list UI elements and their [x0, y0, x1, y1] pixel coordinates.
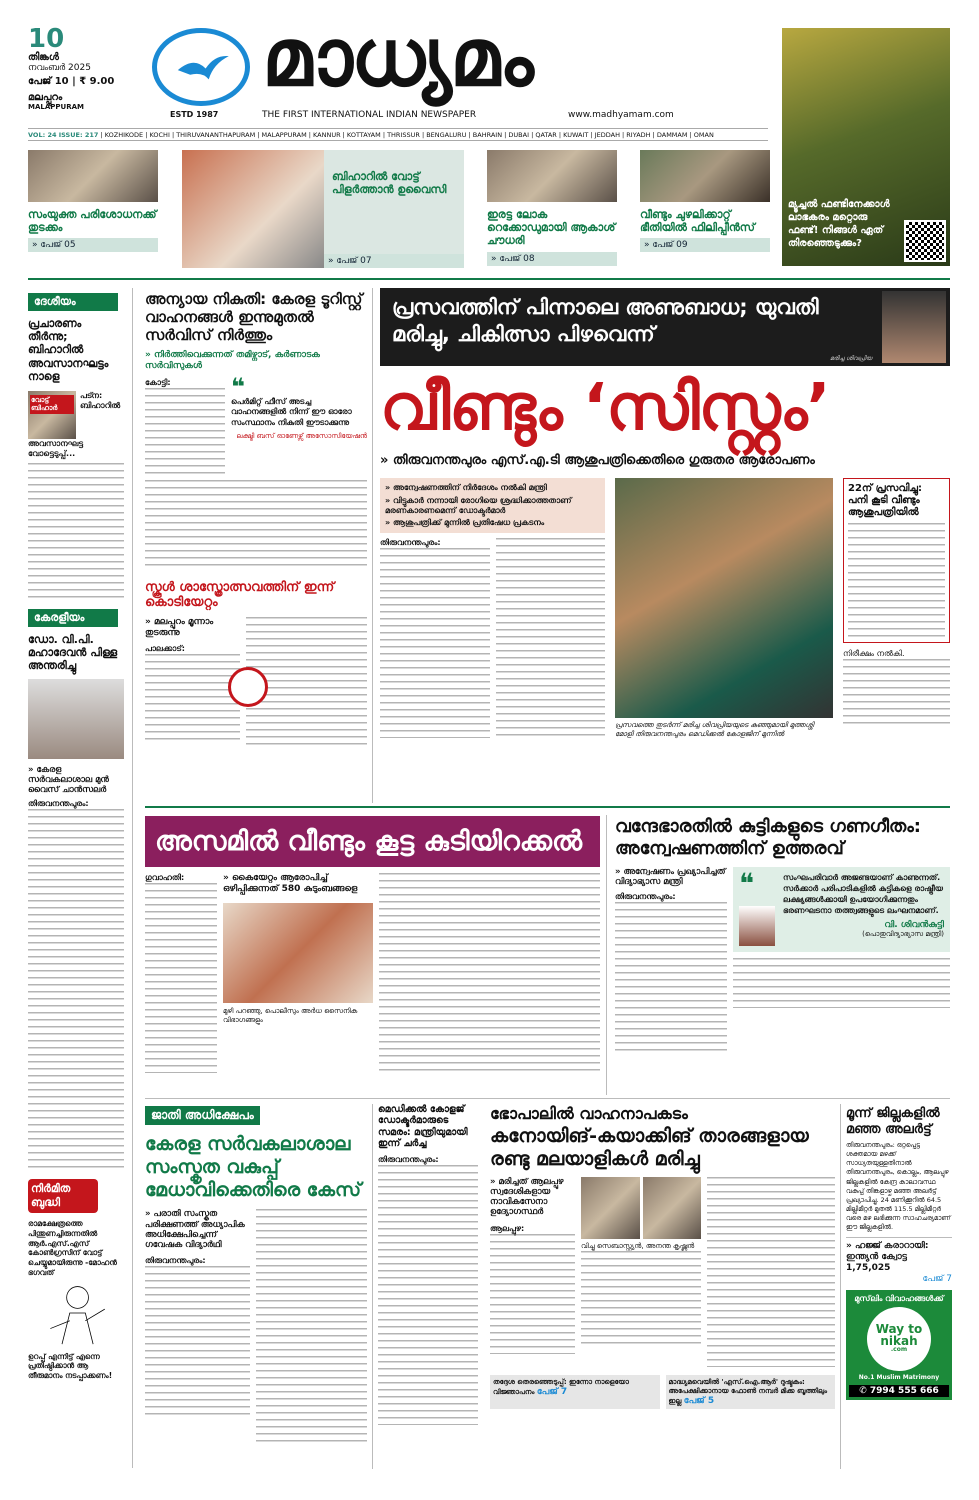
story-sub: » മലപ്പുറം മൂന്നാം തുടരുന്നു	[145, 616, 214, 638]
teaser-page: » പേജ് 05	[28, 238, 158, 252]
story-lead: ഗുവാഹതി:	[145, 873, 185, 883]
divider	[606, 815, 607, 1095]
assam-illustration	[223, 903, 373, 1003]
story-sub: » കൈയേറ്റം ആരോപിച്ച് ഒഴിപ്പിക്കുന്നത് 580 കുടുംബങ്ങളെ	[223, 873, 358, 894]
teaser-2[interactable]	[182, 150, 464, 268]
city-malappuram: | MALAPPURAM	[255, 131, 307, 139]
main-body	[380, 478, 605, 739]
quote-box	[733, 867, 950, 951]
teaser-page: » പേജ് 08	[487, 252, 617, 266]
body-text	[615, 902, 727, 1052]
school-story	[145, 580, 367, 747]
story-lead: തിരുവനന്തപുരം:	[378, 1154, 439, 1164]
date-block	[28, 26, 138, 111]
body-text	[848, 523, 945, 638]
banner-headline: പ്രസവത്തിന് പിന്നാലെ അണുബാധ; യുവതി മരിച്ചു, ചികിത്സാ പിഴവെന്ന്	[392, 295, 819, 347]
quote-icon: ❝	[739, 867, 755, 901]
story-title: മൂന്ന് ജില്ലകളിൽ മഞ്ഞ അലർട്ട്	[846, 1106, 940, 1137]
story-lead: തിരുവനന്തപുരം:	[145, 1256, 206, 1266]
website-link[interactable]: www.madhyamam.com	[568, 110, 674, 120]
story-sub: » കേരള സർവകലാശാല മുൻ വൈസ് ചാൻസലർ	[28, 764, 109, 795]
vande-headline: വന്ദേഭാരതിൽ കുട്ടികളുടെ ഗണഗീതം: അന്വേഷണത്തിന് ഉത്തരവ്	[615, 816, 921, 859]
ad-logo	[867, 1307, 931, 1371]
body-text	[707, 1177, 835, 1367]
matrimony-ad[interactable]	[846, 1290, 952, 1400]
body-text	[28, 463, 124, 603]
story-lead: തിരുവനന്തപുരം:	[28, 799, 89, 809]
date: നവംബർ 2025	[28, 63, 91, 73]
teaser-page: പേജ് 7	[922, 1273, 952, 1284]
minister-photo	[739, 906, 775, 946]
city-jeddah: | JEDDAH	[588, 131, 620, 139]
assam-headline: അസമിൽ വീണ്ടും കൂട്ട കുടിയിറക്കൽ	[145, 816, 600, 867]
quote-icon: ❝	[231, 372, 246, 401]
cartoon-drawing	[28, 1278, 124, 1348]
teaser-photo	[182, 150, 324, 268]
tourist-story	[145, 290, 367, 570]
main-headline: വീണ്ടും ‘സിസ്റ്റം’	[380, 371, 830, 445]
right-column	[846, 1106, 952, 1400]
body-text	[581, 1251, 701, 1346]
story-sub: » അന്വേഷണം പ്രഖ്യാപിച്ചത് വിദ്യാഭ്യാസ മന്ത്രി	[615, 867, 726, 888]
teaser-1[interactable]	[28, 150, 158, 252]
city-kochi: | KOCHI	[143, 131, 170, 139]
ad-top-text: മുസ്‌ലിം വിവാഹങ്ങൾക്ക്	[854, 1293, 944, 1303]
main-subhead: » തിരുവനന്തപുരം എസ്.എ.ടി ആശുപത്രിക്കെതിരെ ഗുരുതര ആരോപണം	[380, 452, 815, 468]
divider	[372, 288, 373, 803]
story-lead: ആലപ്പുഴ:	[490, 1223, 525, 1233]
page-count: പേജ് 10	[28, 76, 69, 87]
victim-photo	[882, 291, 946, 363]
city-bar	[28, 128, 768, 141]
teaser-page: » പേജ് 07	[324, 254, 464, 268]
edition: MALAPPURAM	[28, 103, 84, 111]
divider	[28, 278, 950, 280]
portrait	[28, 679, 124, 759]
bullet: » വിട്ടുകാർ നന്നായി രോഗിയെ ശ്രദ്ധിക്കാത്തതാണ് മരണകാരണമെന്ന് ഡോക്ടർമാർ	[385, 495, 572, 515]
body-text	[733, 958, 950, 1008]
story-lead: തിരുവനന്തപുരം:	[615, 891, 676, 901]
body-text	[145, 480, 367, 570]
teaser-photo	[28, 150, 158, 202]
price: ₹ 9.00	[79, 76, 115, 87]
story-photo	[28, 391, 76, 439]
city-oman: | OMAN	[687, 131, 714, 139]
qr-code	[904, 220, 946, 262]
quote-attribution: വി. ശിവൻകുട്ടി	[884, 920, 944, 931]
body-text	[843, 659, 950, 729]
teaser-title: സംയുക്ത പരിശോധനക്ക് തുടക്കം	[28, 208, 157, 235]
section-tag: കേരളീയം	[28, 609, 118, 627]
bullet: » ആശുപത്രിക്ക് മുന്നിൽ പ്രതിഷേധ പ്രകടനം	[385, 518, 545, 528]
teaser-text: തദ്ദേശ തെരഞ്ഞെടുപ്പ്: ഇന്നോ നാളെയോ വിജ്ഞാപനം	[493, 1377, 629, 1396]
divider	[132, 288, 133, 1468]
body-text	[145, 883, 217, 1073]
logo-emblem	[152, 28, 250, 106]
quote-role: (പൊതുവിദ്യാഭ്യാസ മന്ത്രി)	[862, 930, 944, 939]
ad-phone: ✆ 7994 555 666	[849, 1385, 949, 1397]
main-banner	[380, 288, 950, 366]
story-title: ഡോ. വി.പി. മഹാദേവൻ പിള്ള അന്തരിച്ചു	[28, 632, 118, 673]
story-title: അന്യായ നികുതി: കേരള ടൂറിസ്റ്റ് വാഹനങ്ങൾ ഇന്നുമുതൽ സർവിസ് നിർത്തും	[145, 290, 363, 344]
body-text	[380, 548, 490, 738]
cartoon-title: നിർമിത ബുദ്ധി	[28, 1179, 98, 1213]
body-text	[145, 388, 225, 476]
city-bahrain: | BAHRAIN	[466, 131, 503, 139]
divider	[145, 1098, 950, 1099]
top-ad[interactable]	[782, 28, 950, 266]
body-text	[496, 538, 606, 738]
victim-photo	[643, 1177, 702, 1239]
divider	[145, 806, 950, 808]
city-bengaluru: | BENGALURU	[419, 131, 467, 139]
teaser-page: പേജ് 7	[536, 1386, 568, 1397]
teaser-photo	[487, 150, 617, 202]
section-tag: ജാതി അധിക്ഷേപം	[145, 1106, 260, 1125]
tagline: THE FIRST INTERNATIONAL INDIAN NEWSPAPER	[262, 110, 477, 120]
story-sub: » മരിച്ചത് ആലപ്പുഴ സ്വദേശികളായ നാവികസേനാ ഉദ്യോഗസ്ഥർ	[490, 1176, 564, 1218]
divider	[372, 1104, 373, 1469]
caste-story	[145, 1104, 367, 1444]
estd: ESTD 1987	[170, 110, 219, 119]
city-thrissur: | THRISSUR	[380, 131, 420, 139]
cartoon-box	[28, 1179, 124, 1381]
teaser-page: » പേജ് 09	[640, 238, 770, 252]
footer-teaser[interactable]	[490, 1375, 660, 1409]
bullet: » അന്വേഷണത്തിന് നിർദേശം നൽകി മന്ത്രി	[385, 483, 547, 493]
city-dubai: | DUBAI	[502, 131, 529, 139]
story-sub: » നിർത്തിവെക്കുന്നത് തമിഴ്നാട്, കർണാടക സർവിസുകൾ	[145, 350, 320, 371]
cartoon-caption: ഉറപ്പ് എന്നിട്ട് എന്നെ പ്രതിഷ്ഠിക്കാൻ ആ തീരുമാനം നടപ്പാക്കണം!	[28, 1351, 113, 1381]
teaser-photo	[640, 150, 770, 202]
medical-story	[378, 1104, 478, 1425]
ad-tagline: No.1 Muslim Matrimony	[858, 1373, 940, 1381]
story-kicker: ഭോപാലിൽ വാഹനാപകടം	[490, 1104, 688, 1123]
day-number: 10	[28, 24, 65, 54]
edition-ml: മലപ്പുറം	[28, 92, 63, 103]
story-title: മെഡിക്കൽ കോളജ് ഡോക്ടർമാരുടെ സമരം: മന്ത്രിയുമായി ഇന്ന് ചർച്ച	[378, 1104, 468, 1150]
teaser-title: വീണ്ടും ചുഴലിക്കാറ്റ് ഭീതിയിൽ ഫിലിപ്പീൻസ്	[640, 208, 755, 235]
pull-quote: പെർമിറ്റ് ഫീസ് അടച്ച വാഹനങ്ങളിൽ നിന്ന് ഈ ഓരോ സംസ്ഥാനം നികുതി ഈടാക്കുന്നു	[231, 396, 352, 427]
main-photo-block	[615, 478, 833, 739]
city-dammam: | DAMMAM	[650, 131, 688, 139]
ad-domain: .com	[890, 1345, 908, 1353]
teaser-title: ഇരട്ട ലോക റെക്കോഡുമായി ആകാശ് ചൗധരി	[487, 208, 616, 248]
photo-caption: മരിച്ച ശിവപ്രിയ	[829, 355, 872, 362]
footer-teaser[interactable]	[666, 1375, 836, 1409]
teaser-3[interactable]	[487, 150, 617, 266]
bird-icon	[157, 33, 245, 101]
volume-issue: VOL: 24 ISSUE: 217	[28, 131, 99, 139]
city-riyadh: | RIYADH	[619, 131, 651, 139]
teaser-text: മാദ്ധ്യമവെയിൽ 'എസ്.ഐ.ആർ' ദുഷ്ടകം: അപേക്ഷിക്കാനായ ഫോൺ നമ്പർ മിക്ക ബൂത്തിലും ഇല്ല	[668, 1377, 828, 1405]
city-qatar: | QATAR	[529, 131, 557, 139]
photo-caption: വിച്ചു സെബാസ്റ്റ്യൻ, അനന്ത കൃഷ്ണൻ	[581, 1241, 695, 1250]
bullet-box	[380, 478, 605, 532]
story-lead: പാലക്കാട്:	[145, 644, 185, 654]
story-lead: തിരുവനന്തപുരം:	[380, 537, 441, 547]
city-kottayam: | KOTTAYAM	[340, 131, 381, 139]
city-kuwait: | KUWAIT	[556, 131, 589, 139]
hajj-teaser[interactable]: » ഹജ്ജ് കരാറായി: ഇന്ത്യൻ ക്വോട്ട 1,75,025	[846, 1241, 929, 1273]
quote-attribution: ലക്ഷ്മി ബസ് ഓണേഴ്സ് അസോസിയേഷൻ	[236, 431, 367, 440]
city-thiruvananthapuram: | THIRUVANANTHAPURAM	[169, 131, 256, 139]
teaser-title: ബിഹാറിൽ വോട്ട് പിളർത്താൻ ഉവൈസി	[332, 170, 447, 197]
teaser-page: പേജ് 5	[683, 1395, 715, 1406]
bhopal-story	[490, 1104, 835, 1409]
body-text	[145, 1266, 250, 1416]
section-tag: ദേശീയം	[28, 293, 118, 311]
story-lead: നിരീക്ഷം നൽകി.	[843, 649, 905, 659]
page-price: പേജ് 10 | ₹ 9.00	[28, 76, 115, 87]
alert-story	[846, 1106, 952, 1284]
story-title: സ്കൂൾ ശാസ്ത്രോത്സവത്തിന് ഇന്ന് കൊടിയേറ്റം	[145, 579, 335, 611]
side-title: 22ന് പ്രസവിച്ചു: പനി കൂടി വീണ്ടും ആശുപത്രിയിൽ	[848, 483, 922, 519]
story-lead: പട്ന: ബിഹാറിൽ അവസാനഘട്ട വോട്ടെടുപ്പ്...	[28, 390, 121, 458]
photo-caption: പ്രസവത്തെ തുടർന്ന് മരിച്ച ശിവപ്രിയയുടെ കുഞ്ഞുമായി മുത്തശ്ശി മോളി തിരുവനന്തപുരം മെഡിക്കൽ കോളജിന് മുന്നിൽ	[615, 721, 814, 739]
body-text	[378, 1165, 478, 1425]
cartoon-quote: രാമക്ഷേത്രത്തെ പിന്തുണച്ചിരുന്നതിൽ ആർ.എസ്.എസ് കോൺഗ്രസിന് വോട്ട് ചെയ്യുമായിരുന്നു -മോഹൻ ഭഗവത്	[28, 1219, 117, 1277]
side-story	[843, 478, 950, 739]
footer-teasers	[490, 1375, 835, 1409]
city-kozhikode: | KOZHIKODE	[100, 131, 144, 139]
main-photo	[615, 478, 833, 718]
body-text	[145, 654, 240, 744]
national-column	[28, 290, 124, 1381]
weekday: തിങ്കൾ	[28, 52, 59, 63]
body-text	[379, 873, 600, 1073]
story-lead: കോട്ടി:	[145, 377, 171, 387]
city-kannur: | KANNUR	[306, 131, 341, 139]
ad-brand: Way to nikah	[875, 1321, 923, 1348]
masthead-wordmark: മാധ്യമം	[262, 11, 532, 104]
body-text	[28, 809, 124, 1169]
city-list	[100, 131, 713, 139]
body-text	[256, 1209, 367, 1444]
divider	[840, 1104, 841, 1469]
story-title: കേരള സർവകലാശാല സംസ്കൃത വകുപ്പ് മേധാവിക്കെതിരെ കേസ്	[145, 1133, 362, 1201]
body-text	[490, 1234, 575, 1354]
second-column	[145, 290, 367, 747]
photo-badge: വോട്ട് ബിഹാർ	[30, 395, 74, 414]
story-sub: » പരാതി സംസ്കൃത പരിക്ഷണത്ത് അധ്യാപിക അധിക്ഷേപിച്ചെന്ന് ഗവേഷക വിദ്യാർഥി	[145, 1209, 245, 1250]
assam-story	[145, 816, 600, 1073]
pull-quote: സംഘപരിവാർ അജണ്ടയാണ് കാണുന്നത്. സർക്കാർ പരിപാടികളിൽ കുട്ടികളെ രാഷ്ട്രീയ ലക്ഷ്യങ്ങൾക്കായി ഉപയോഗിക്കുന്നതും ഭരണഘടനാ തത്ത്വങ്ങളുടെ ലംഘനമാണ്.	[783, 873, 943, 915]
fest-emblem	[228, 667, 268, 707]
story-title: കനോയിങ്-കയാക്കിങ് താരങ്ങളായ രണ്ടു മലയാളികൾ മരിച്ചു	[490, 1125, 809, 1170]
story-title: പ്രചാരണം തീർന്നു; ബിഹാറിൽ അവസാനഘട്ടം നാളെ	[28, 317, 109, 383]
victim-photo	[581, 1177, 640, 1239]
photo-caption: മുഴി പറഞ്ഞു, പൊലീസും അർധ സൈനിക വിഭാഗങ്ങളും	[223, 1006, 358, 1024]
teaser-4[interactable]	[640, 150, 770, 252]
top-ad-text: മ്യൂച്ചൽ ഫണ്ടിനേക്കാൾ ലാഭകരം മറ്റൊരു ഫണ്ട്! നിങ്ങൾ ഏത് തിരഞ്ഞെടുക്കും?	[788, 199, 890, 249]
vande-story	[615, 816, 950, 1052]
story-body: തിരുവനന്തപുരം: ഒറ്റപ്പെട്ട ശക്തമായ മഴക്ക് സാധ്യതയുള്ളതിനാൽ തിരുവനന്തപുരം, കൊല്ലം, ആലപ്പുഴ ജില്ലകളിൽ കേന്ദ്ര കാലാവസ്ഥ വകുപ്പ് തിങ്കളാഴ്ച മഞ്ഞ അലർട്ട് പ്രഖ്യാപിച്ചു. 24 മണിക്കൂറിൽ 64.5 മില്ലിമീറ്റർ മുതൽ 115.5 മില്ലിമീറ്റർ വരെ മഴ ലഭിക്കുന്ന സാഹചര്യമാണ് ഈ ജില്ലകളിൽ.	[846, 1141, 951, 1232]
main-story	[380, 288, 950, 740]
